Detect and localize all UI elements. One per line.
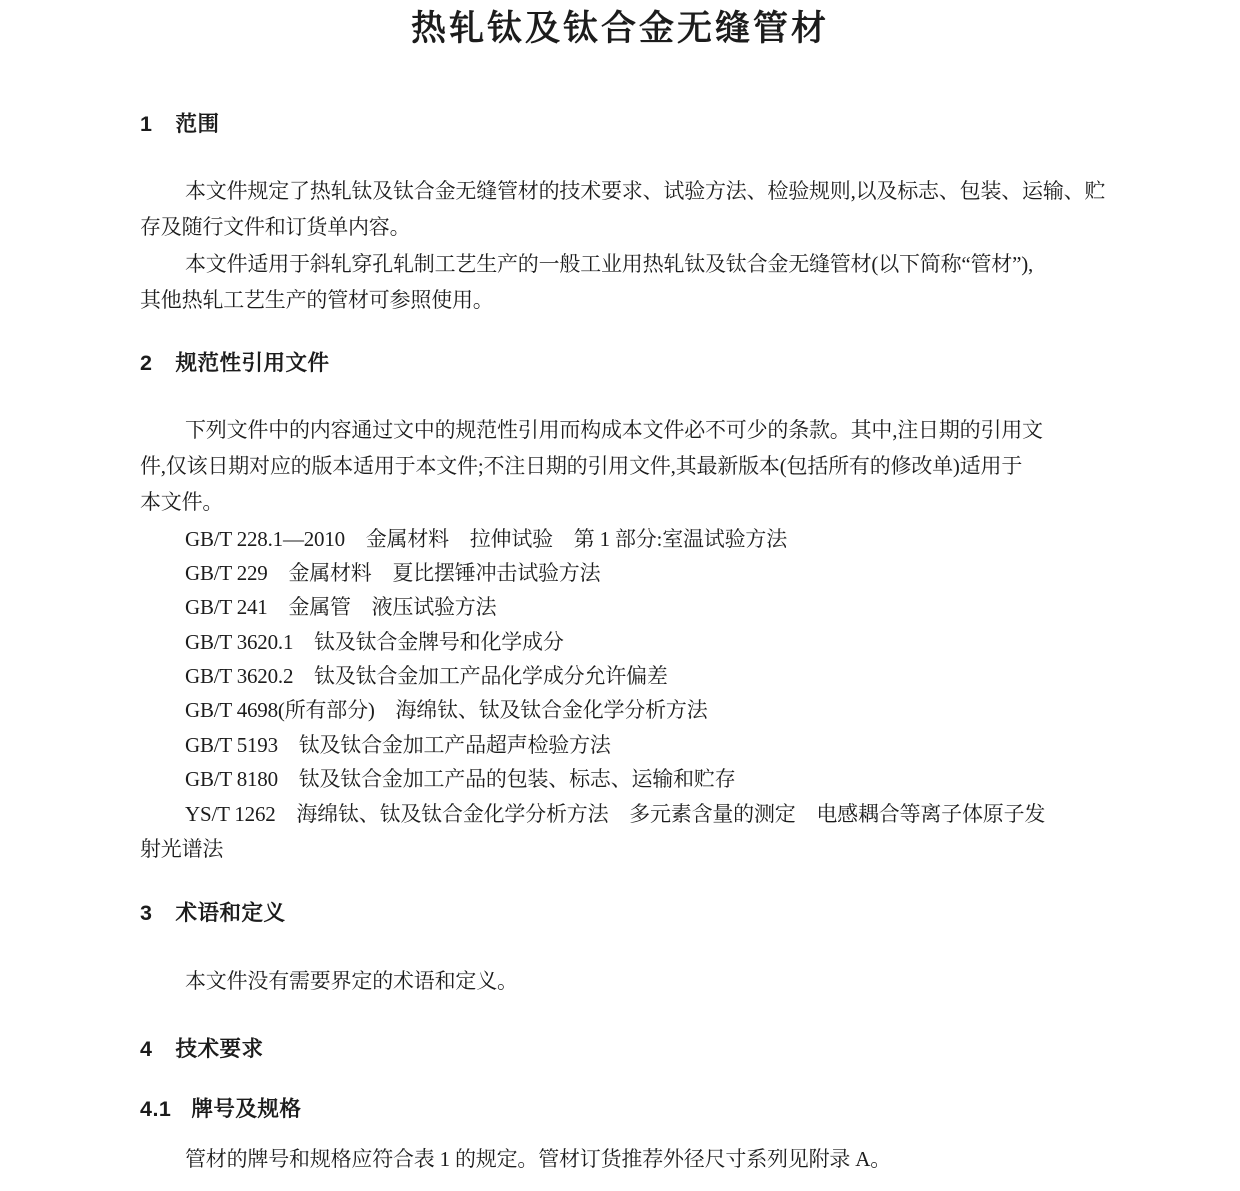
section-heading-scope <box>140 112 219 137</box>
section-heading-grade-and-spec <box>140 1097 301 1122</box>
section-number: 4 <box>140 1037 153 1061</box>
document-title: 热轧钛及钛合金无缝管材 <box>410 9 829 48</box>
reference-item: GB/T 229 金属材料 夏比摆锤冲击试验方法 <box>185 561 601 585</box>
reference-item: GB/T 3620.2 钛及钛合金加工产品化学成分允许偏差 <box>185 664 668 688</box>
reference-item-continuation: 射光谱法 <box>140 837 224 861</box>
section-number: 2 <box>140 351 153 375</box>
section-heading-normative-references <box>140 351 329 376</box>
paragraph-line: 本文件适用于斜轧穿孔轧制工艺生产的一般工业用热轧钛及钛合金无缝管材(以下简称“管材”), <box>185 252 1034 276</box>
reference-item: YS/T 1262 海绵钛、钛及钛合金化学分析方法 多元素含量的测定 电感耦合等离子体原子发 <box>185 802 1046 826</box>
section-label: 技术要求 <box>175 1037 264 1061</box>
section-heading-technical-requirements <box>140 1037 263 1062</box>
section-label: 规范性引用文件 <box>175 351 330 375</box>
paragraph-line: 下列文件中的内容通过文中的规范性引用而构成本文件必不可少的条款。其中,注日期的引用文 <box>185 418 1043 442</box>
reference-item: GB/T 5193 钛及钛合金加工产品超声检验方法 <box>185 733 611 757</box>
section-label: 范围 <box>175 112 220 136</box>
reference-item: GB/T 8180 钛及钛合金加工产品的包装、标志、运输和贮存 <box>185 767 736 791</box>
reference-item: GB/T 228.1—2010 金属材料 拉伸试验 第 1 部分:室温试验方法 <box>185 527 787 551</box>
paragraph-line: 件,仅该日期对应的版本适用于本文件;不注日期的引用文件,其最新版本(包括所有的修改单)适用于 <box>140 454 1023 478</box>
reference-item: GB/T 241 金属管 液压试验方法 <box>185 595 497 619</box>
paragraph-line: 本文件规定了热轧钛及钛合金无缝管材的技术要求、试验方法、检验规则,以及标志、包装、运输、贮 <box>185 179 1106 203</box>
section-number: 1 <box>140 112 153 136</box>
section-number: 3 <box>140 901 153 925</box>
paragraph-line: 本文件没有需要界定的术语和定义。 <box>185 969 518 993</box>
reference-item: GB/T 3620.1 钛及钛合金牌号和化学成分 <box>185 630 564 654</box>
section-label: 牌号及规格 <box>191 1097 302 1121</box>
section-heading-terms <box>140 901 285 926</box>
section-number: 4.1 <box>140 1097 172 1121</box>
reference-item: GB/T 4698(所有部分) 海绵钛、钛及钛合金化学分析方法 <box>185 698 708 722</box>
paragraph-line: 存及随行文件和订货单内容。 <box>140 215 411 239</box>
section-label: 术语和定义 <box>175 901 286 925</box>
paragraph-line: 本文件。 <box>140 490 224 514</box>
paragraph-line: 其他热轧工艺生产的管材可参照使用。 <box>140 288 494 312</box>
paragraph-line: 管材的牌号和规格应符合表 1 的规定。管材订货推荐外径尺寸系列见附录 A。 <box>185 1147 892 1171</box>
